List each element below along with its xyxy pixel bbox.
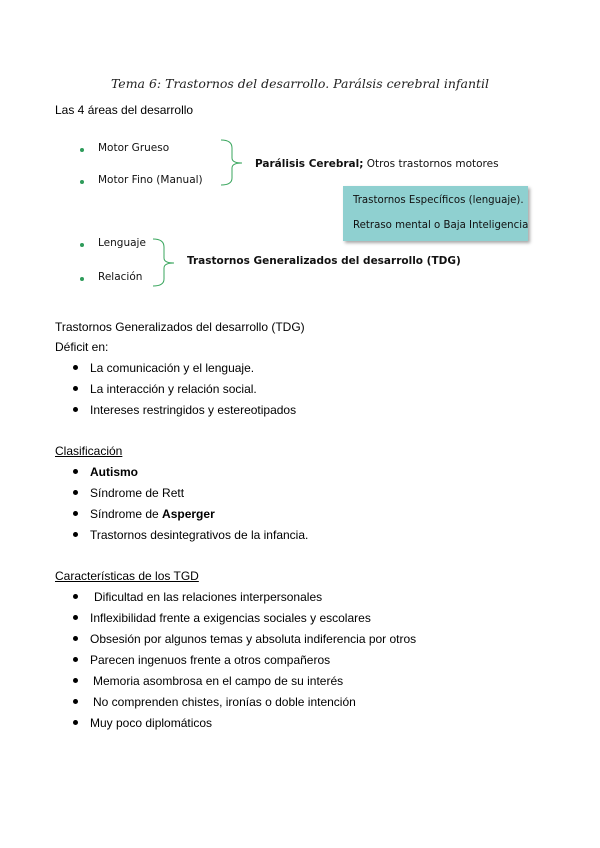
- list-item-text-pre: Síndrome de: [90, 507, 163, 521]
- list-item-text: Dificultad en las relaciones interpersonales: [94, 590, 323, 604]
- tgd-heading: Trastornos Generalizados del desarrollo (TDG): [55, 320, 305, 334]
- box-line: Trastornos Específicos (lenguaje).: [353, 195, 524, 206]
- bullet-icon: [73, 365, 78, 370]
- list-item-text: La comunicación y el lenguaje.: [90, 361, 255, 375]
- list-item-text: Parecen ingenuos frente a otros compañeros: [90, 653, 331, 667]
- bullet-icon: [73, 699, 78, 704]
- motor-label-bold: Parálisis Cerebral;: [255, 158, 364, 170]
- bullet-icon: [80, 243, 84, 247]
- bullet-icon: [73, 720, 78, 725]
- motor-label: [255, 158, 499, 170]
- bullet-icon: [73, 490, 78, 495]
- social-item: Lenguaje: [98, 237, 146, 249]
- box-line: Retraso mental o Baja Inteligencia: [353, 220, 529, 231]
- bullet-icon: [73, 636, 78, 641]
- motor-label-rest: Otros trastornos motores: [363, 158, 499, 170]
- social-label: Trastornos Generalizados del desarrollo (TDG): [187, 255, 461, 267]
- list-item-text: Muy poco diplomáticos: [90, 716, 213, 730]
- list-item-text: No comprenden chistes, ironías o doble intención: [93, 695, 356, 709]
- bullet-icon: [73, 407, 78, 412]
- list-item-text: Autismo: [90, 465, 138, 479]
- bullet-icon: [73, 615, 78, 620]
- bullet-icon: [80, 180, 84, 184]
- list-item-text-bold: Asperger: [162, 507, 215, 521]
- bullet-icon: [73, 594, 78, 599]
- bullet-icon: [80, 148, 84, 152]
- motor-item: Motor Fino (Manual): [98, 174, 203, 186]
- list-item-text: Memoria asombrosa en el campo de su interés: [93, 674, 344, 688]
- list-item-text: La interacción y relación social.: [90, 382, 257, 396]
- list-item-text: Obsesión por algunos temas y absoluta indiferencia por otros: [90, 632, 417, 646]
- list-item-text: Síndrome de Rett: [90, 486, 185, 500]
- social-item: Relación: [98, 271, 143, 283]
- bullet-icon: [73, 469, 78, 474]
- deficit-label: Déficit en:: [55, 340, 109, 354]
- intro-text: Las 4 áreas del desarrollo: [55, 103, 194, 117]
- bullet-icon: [80, 277, 84, 281]
- page-title: Tema 6: Trastornos del desarrollo. Parálsis cerebral infantil: [110, 76, 490, 91]
- bullet-icon: [73, 678, 78, 683]
- motor-bracket-icon: [218, 138, 248, 188]
- list-item-text: Inflexibilidad frente a exigencias sociales y escolares: [90, 611, 371, 625]
- list-item-text: Trastornos desintegrativos de la infancia.: [90, 528, 309, 542]
- list-item-text: [90, 507, 215, 521]
- list-item-text: Intereses restringidos y estereotipados: [90, 403, 297, 417]
- caracteristicas-heading: Características de los TGD: [55, 569, 199, 583]
- specific-disorders-box: [343, 186, 528, 241]
- bullet-icon: [73, 657, 78, 662]
- bullet-icon: [73, 532, 78, 537]
- social-bracket-icon: [150, 237, 182, 289]
- clasificacion-heading: Clasificación: [55, 444, 123, 458]
- motor-item: Motor Grueso: [98, 142, 170, 154]
- bullet-icon: [73, 511, 78, 516]
- bullet-icon: [73, 386, 78, 391]
